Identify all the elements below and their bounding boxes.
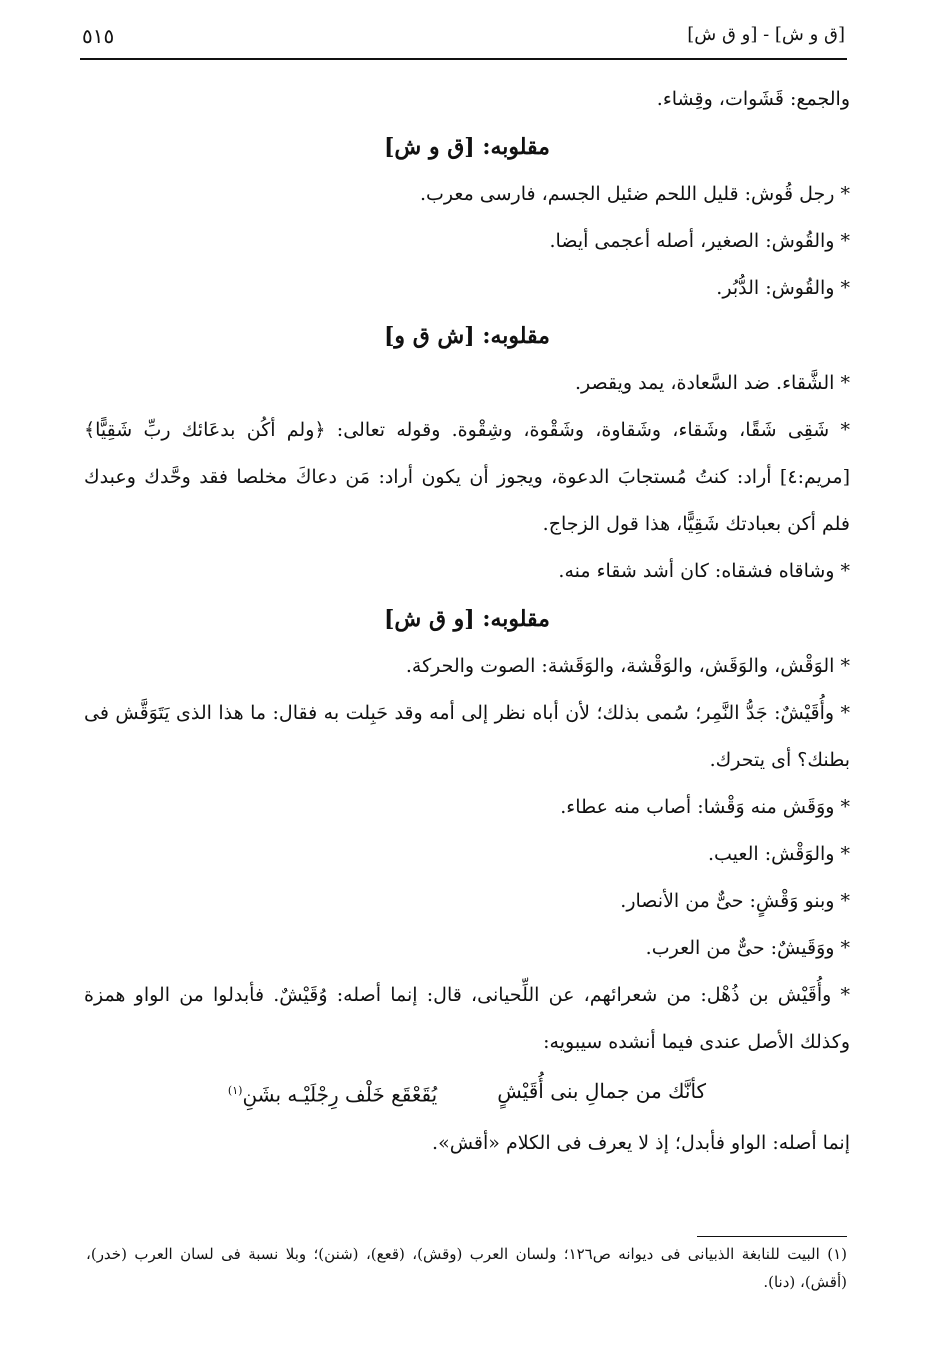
footnote-rule <box>697 1236 847 1237</box>
running-title: [ق و ش] - [و ق ش] <box>687 24 845 45</box>
page-body <box>84 76 850 1167</box>
paragraph: * الشَّقاء. ضد السَّعادة، يمد ويقصر. <box>574 372 850 394</box>
paragraph: * والقُوش: الدُّبُر. <box>716 277 850 299</box>
paragraph: * والقُوش: الصغير، أصله أعجمى أيضا. <box>549 230 850 252</box>
paragraph: * شَقِى شَقًا، وشَقاء، وشَقاوة، وشَقْوة، وشِقْوة. وقوله تعالى: ﴿ولم أكُن بدعَائك ربِّ شَقِيًّا﴾ [مريم:٤] أراد: كنتُ مُستجابَ الدعوة، ويجوز أن يكون أراد: مَن دعاكَ مخلصا فقد وحَّدك وعبدك فلم أكن بعبادتك شَقِيًّا، هذا قول الزجاج. <box>84 419 850 535</box>
verse-first-hemistich: كأنَّك من جمالِ بنى أُقَيْشٍ <box>497 1079 707 1103</box>
poem-verse <box>84 1066 850 1120</box>
paragraph: * رجل قُوش: قليل اللحم ضئيل الجسم، فارسى معرب. <box>420 183 850 205</box>
paragraph: * وأُقَيْشٌ: جَدُّ النَّمِر؛ سُمى بذلك؛ لأن أباه نظر إلى أمه وقد حَبِلت به فقال: ما هذا الذى يَتَوَقَّش فى بطنك؟ أى يتحرك. <box>84 702 850 771</box>
paragraph: * ووَقَيشٌ: حىٌّ من العرب. <box>645 937 850 959</box>
verse-second-hemistich <box>228 1066 437 1120</box>
footnote-marker: (١) <box>227 1084 243 1097</box>
paragraph: * وأُقَيْش بن ذُهْل: من شعرائهم، عن اللِّحيانى، قال: إنما أصله: وُقَيْشٌ. فأبدلوا من الواو همزة وكذلك الأصل عندى فيما أنشده سيبويه: <box>84 984 850 1053</box>
header-rule <box>80 58 847 60</box>
paragraph: والجمع: قَشَوات، وقِشاء. <box>656 88 850 110</box>
section-heading: مقلوبه: [ق و ش] <box>384 134 550 160</box>
verse-second-text: يُقَعْقَع خَلْف رِجْلَيْـه بشَنِ <box>242 1082 438 1107</box>
section-heading: مقلوبه: [و ق ش] <box>384 606 550 632</box>
paragraph: * والوَقْش: العيب. <box>707 843 850 865</box>
page-number: ٥١٥ <box>82 24 115 48</box>
paragraph: إنما أصله: الواو فأبدل؛ إذ لا يعرف فى الكلام «أقش». <box>432 1131 850 1154</box>
section-heading: مقلوبه: [ش ق و] <box>384 323 550 349</box>
paragraph: * وشاقاه فشقاه: كان أشد شقاء منه. <box>558 560 850 582</box>
paragraph: * وبنو وَقْشٍ: حىٌّ من الأنصار. <box>620 890 850 912</box>
paragraph: * الوَقْش، والوَقَش، والوَقْشة، والوَقَشة: الصوت والحركة. <box>405 655 850 677</box>
paragraph: * ووَقَش منه وَقْشا: أصاب منه عطاء. <box>560 796 850 818</box>
footnote: (١) البيت للنابغة الذبيانى فى ديوانه ص١٢٦؛ ولسان العرب (وقش)، (قعع)، (شنن)؛ وبلا نسبة فى لسان العرب (خدر)، (أقش)، (دنا). <box>86 1245 847 1291</box>
